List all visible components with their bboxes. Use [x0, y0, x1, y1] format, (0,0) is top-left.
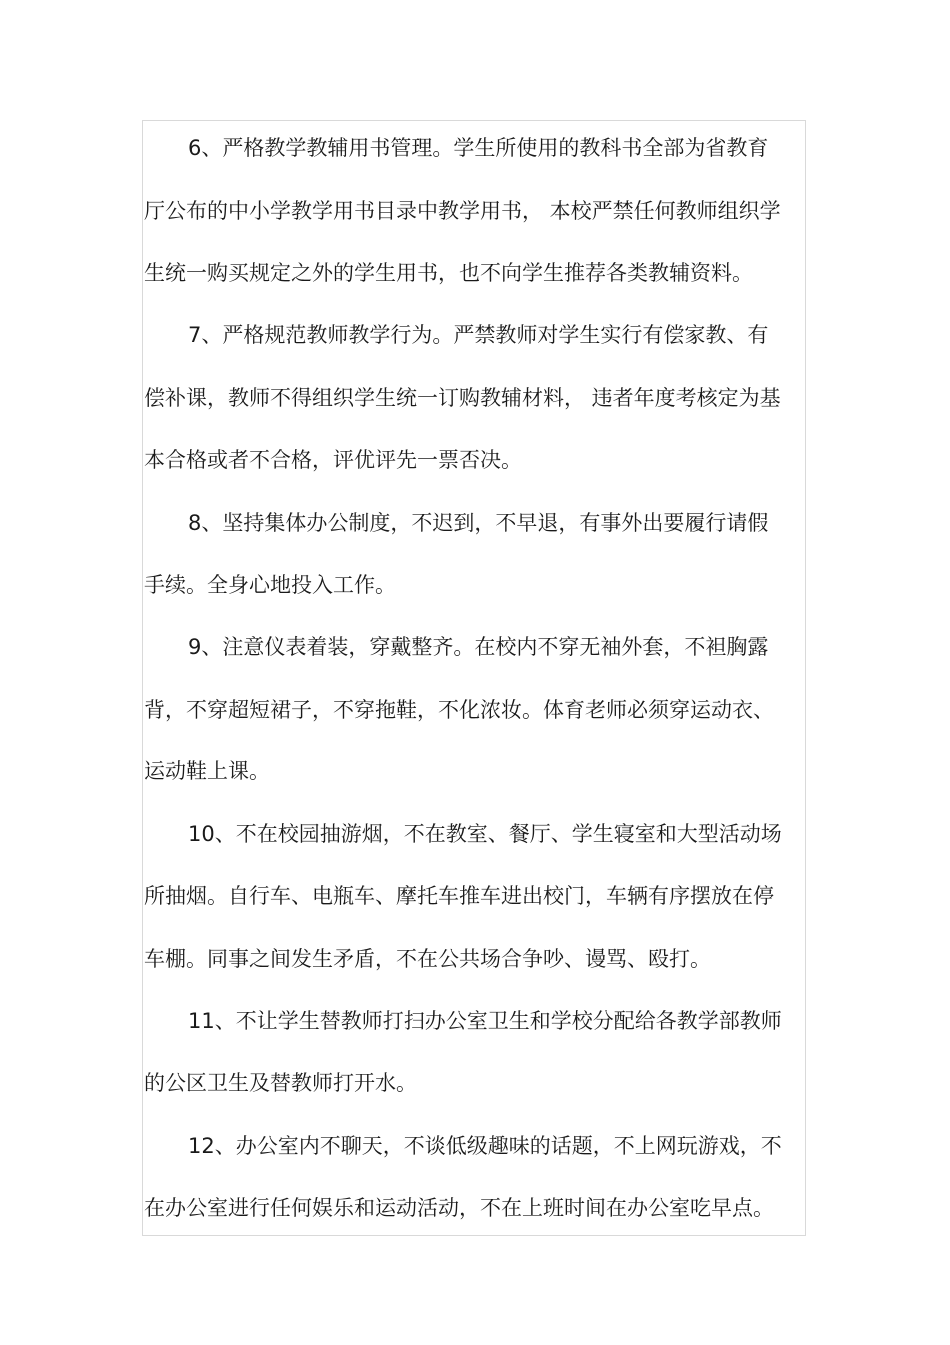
paragraph-9-line-1: 9、注意仪表着装，穿戴整齐。在校内不穿无袖外套，不袒胸露: [188, 635, 769, 659]
paragraph-10-line-3: 车棚。同事之间发生矛盾，不在公共场合争吵、谩骂、殴打。: [144, 947, 711, 971]
paragraph-7-line-2: 偿补课，教师不得组织学生统一订购教辅材料， 违者年度考核定为基: [144, 386, 781, 410]
paragraph-12-line-1: 12、办公室内不聊天，不谈低级趣味的话题，不上网玩游戏，不: [188, 1134, 782, 1158]
paragraph-8-line-2: 手续。全身心地投入工作。: [144, 573, 396, 597]
paragraph-12-line-2: 在办公室进行任何娱乐和运动活动，不在上班时间在办公室吃早点。: [144, 1196, 774, 1220]
paragraph-7-line-3: 本合格或者不合格，评优评先一票否决。: [144, 448, 522, 472]
paragraph-6-line-1: 6、严格教学教辅用书管理。学生所使用的教科书全部为省教育: [188, 136, 769, 160]
paragraph-11-line-2: 的公区卫生及替教师打开水。: [144, 1071, 417, 1095]
paragraph-9-line-3: 运动鞋上课。: [144, 759, 270, 783]
paragraph-6-line-2: 厅公布的中小学教学用书目录中教学用书， 本校严禁任何教师组织学: [144, 199, 781, 223]
paragraph-8-line-1: 8、坚持集体办公制度，不迟到，不早退，有事外出要履行请假: [188, 511, 769, 535]
paragraph-9-line-2: 背，不穿超短裙子，不穿拖鞋，不化浓妆。体育老师必须穿运动衣、: [144, 698, 774, 722]
paragraph-6-line-3: 生统一购买规定之外的学生用书，也不向学生推荐各类教辅资料。: [144, 261, 753, 285]
paragraph-10-line-1: 10、不在校园抽游烟，不在教室、餐厅、学生寝室和大型活动场: [188, 822, 782, 846]
paragraph-7-line-1: 7、严格规范教师教学行为。严禁教师对学生实行有偿家教、有: [188, 323, 769, 347]
paragraph-11-line-1: 11、不让学生替教师打扫办公室卫生和学校分配给各教学部教师: [188, 1009, 782, 1033]
paragraph-10-line-2: 所抽烟。自行车、电瓶车、摩托车推车进出校门，车辆有序摆放在停: [144, 884, 774, 908]
